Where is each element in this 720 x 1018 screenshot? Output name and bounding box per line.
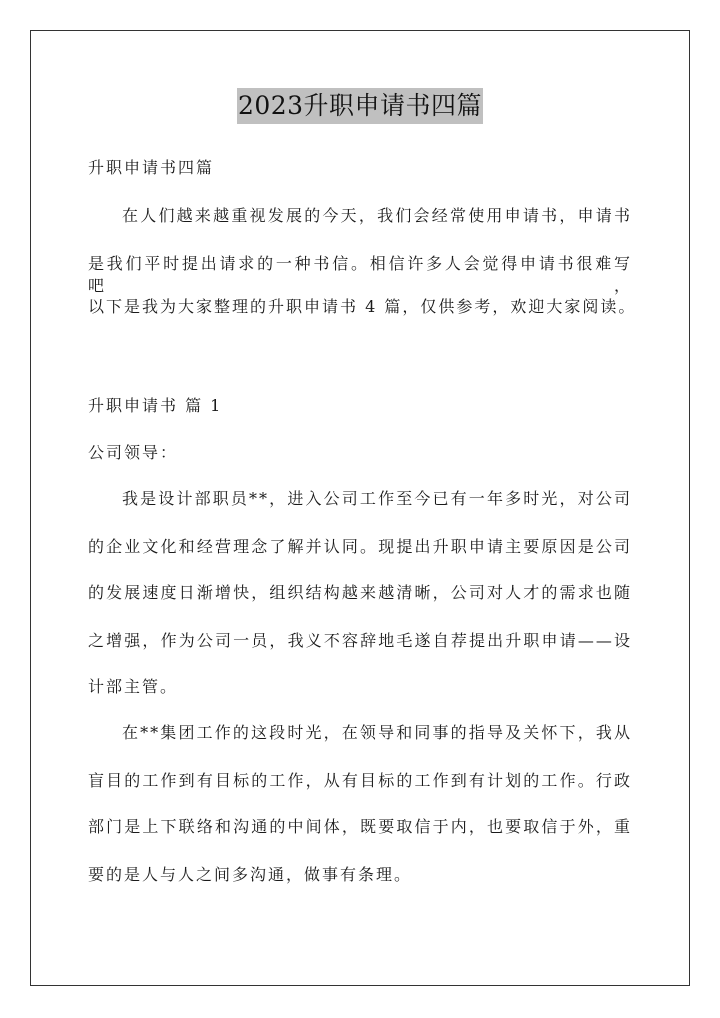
para1-line-5: 计部主管。 — [88, 677, 179, 696]
para1-line-3: 的发展速度日渐增快，组织结构越来越清晰，公司对人才的需求也随 — [88, 583, 632, 602]
para2-line-4: 要的是人与人之间多沟通，做事有条理。 — [88, 865, 413, 884]
intro-line-2: 是我们平时提出请求的一种书信。相信许多人会觉得申请书很难写吧， — [88, 254, 632, 295]
intro-line-1: 在人们越来越重视发展的今天，我们会经常使用申请书，申请书 — [122, 206, 632, 225]
para1-line-1: 我是设计部职员**，进入公司工作至今已有一年多时光，对公司 — [122, 489, 632, 508]
document-subtitle: 升职申请书四篇 — [88, 158, 215, 177]
para2-line-3: 部门是上下联络和沟通的中间体，既要取信于内，也要取信于外，重 — [88, 817, 632, 836]
para1-line-4: 之增强，作为公司一员，我义不容辞地毛遂自荐提出升职申请——设 — [88, 631, 632, 650]
section-heading: 升职申请书 篇 1 — [88, 396, 223, 415]
para2-line-1: 在**集团工作的这段时光，在领导和同事的指导及关怀下，我从 — [122, 723, 632, 742]
para2-line-2: 盲目的工作到有目标的工作，从有目标的工作到有计划的工作。行政 — [88, 771, 632, 790]
title-container — [0, 88, 720, 124]
document-title: 2023升职申请书四篇 — [237, 88, 483, 124]
intro-line-3: 以下是我为大家整理的升职申请书 4 篇，仅供参考，欢迎大家阅读。 — [88, 297, 637, 316]
para1-line-2: 的企业文化和经营理念了解并认同。现提出升职申请主要原因是公司 — [88, 537, 632, 556]
salutation: 公司领导： — [88, 443, 179, 462]
